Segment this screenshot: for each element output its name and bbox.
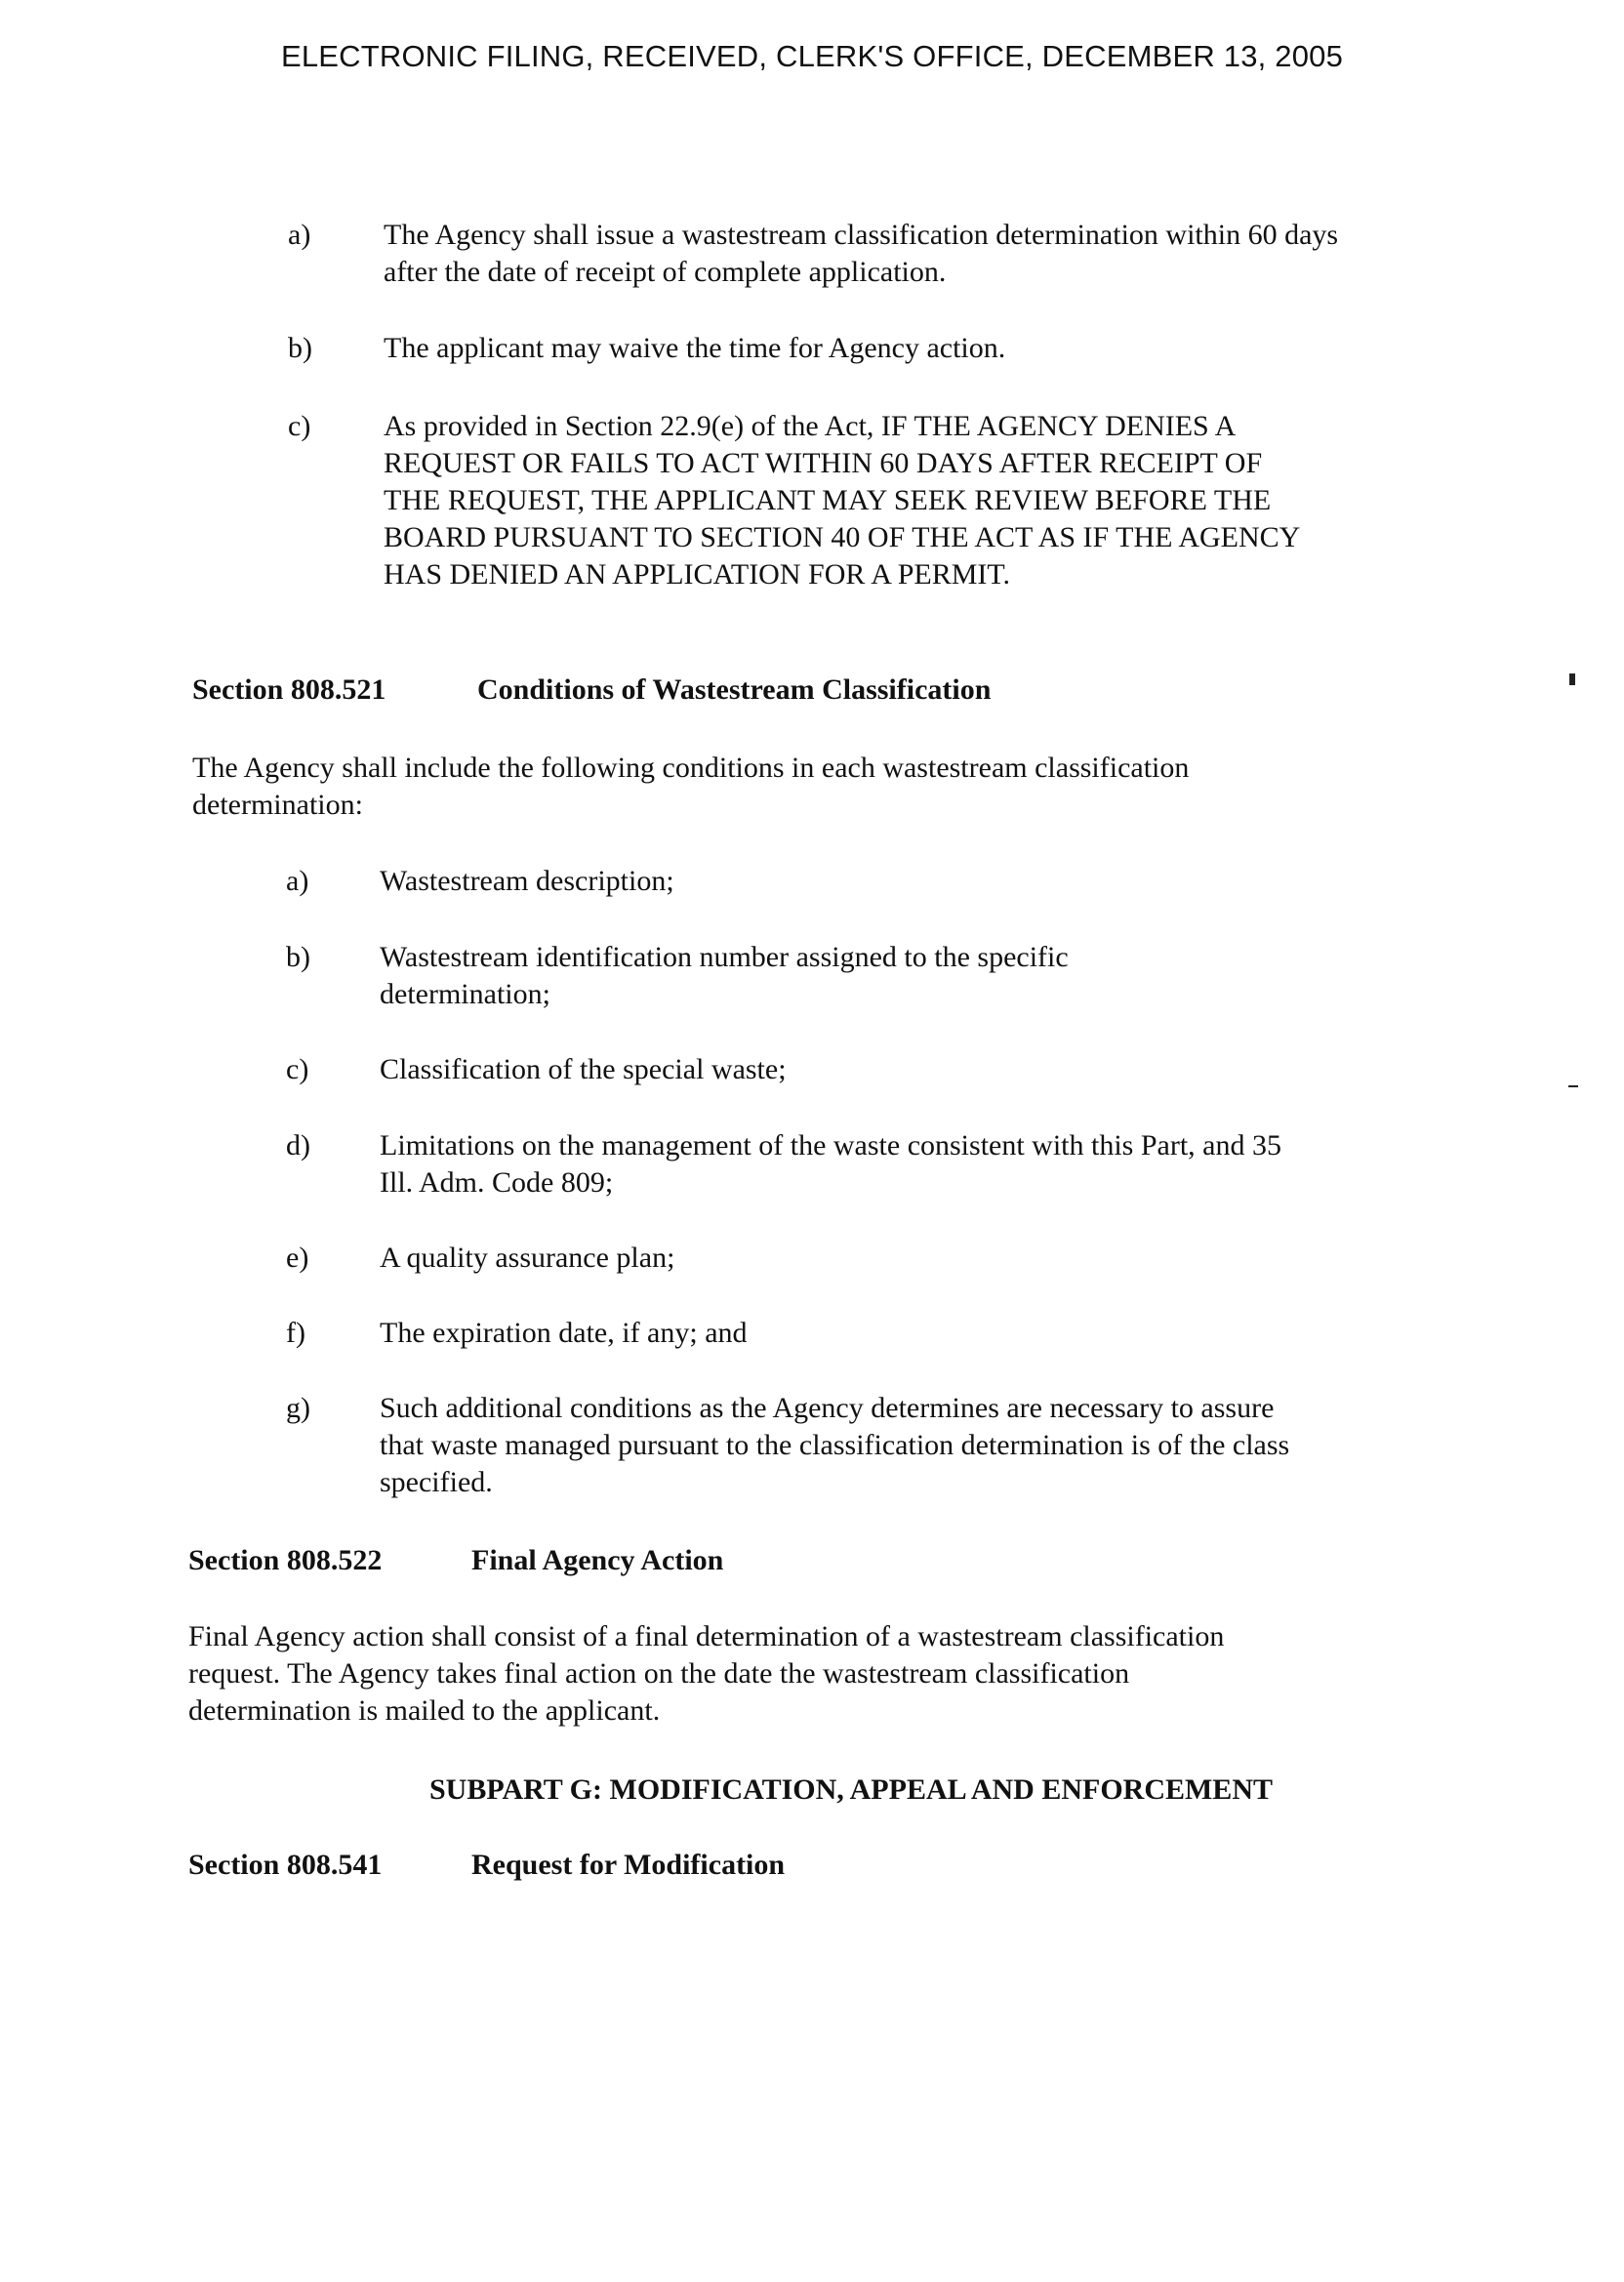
filing-stamp-header: ELECTRONIC FILING, RECEIVED, CLERK'S OFFICE, DECEMBER 13, 2005 (280, 39, 1344, 73)
section-title: Conditions of Wastestream Classification (477, 673, 992, 706)
list-item-label: d) (286, 1129, 310, 1161)
scan-artifact-mark (1568, 1085, 1578, 1087)
list-item-label: b) (288, 332, 312, 364)
section-number: Section 808.541 (188, 1849, 383, 1881)
list-item-text: Such additional conditions as the Agency determines are necessary to assure that waste managed pursuant to the classification determination is of the class specified. (380, 1392, 1290, 1498)
list-item-text: A quality assurance plan; (380, 1242, 675, 1274)
list-item-label: c) (286, 1053, 309, 1085)
list-item-text: Wastestream description; (380, 865, 674, 897)
list-item-text: As provided in Section 22.9(e) of the Act, IF THE AGENCY DENIES A REQUEST OR FAILS TO ACT WITHIN 60 DAYS AFTER RECEIPT OF THE REQUEST, THE APPLICANT MAY SEEK REVIEW BEFORE THE BOARD PURSUANT TO SECTION 40 OF THE ACT AS IF THE AGENCY HAS DENIED AN APPLICATION FOR A PERMIT. (384, 410, 1300, 591)
section-522-body: Final Agency action shall consist of a final determination of a wastestream classification request. The Agency takes final action on the date the wastestream classification determination is mailed to the applicant. (188, 1620, 1225, 1727)
section-title: Request for Modification (471, 1849, 786, 1881)
list-item-text: Classification of the special waste; (380, 1053, 787, 1085)
section-number: Section 808.521 (192, 673, 386, 706)
section-title: Final Agency Action (471, 1544, 724, 1576)
section-521-intro: The Agency shall include the following conditions in each wastestream classification determination: (192, 752, 1190, 821)
list-item-label: g) (286, 1392, 310, 1424)
list-item-label: f) (286, 1317, 305, 1349)
list-item-text: Wastestream identification number assigned to the specific determination; (380, 941, 1069, 1010)
list-item-label: c) (288, 410, 311, 442)
scan-artifact-mark (1569, 673, 1575, 685)
list-item-text: The Agency shall issue a wastestream classification determination within 60 days after the date of receipt of complete application. (384, 219, 1339, 288)
list-item-label: a) (288, 219, 311, 251)
subpart-heading: SUBPART G: MODIFICATION, APPEAL AND ENFORCEMENT (428, 1773, 1273, 1806)
section-number: Section 808.522 (188, 1544, 383, 1576)
list-item-text: The expiration date, if any; and (380, 1317, 748, 1349)
list-item-label: b) (286, 941, 310, 973)
list-item-text: The applicant may waive the time for Agency action. (384, 332, 1006, 364)
list-item-label: e) (286, 1242, 309, 1274)
list-item-label: a) (286, 865, 309, 897)
list-item-text: Limitations on the management of the waste consistent with this Part, and 35 Ill. Adm. Code 809; (380, 1129, 1281, 1199)
